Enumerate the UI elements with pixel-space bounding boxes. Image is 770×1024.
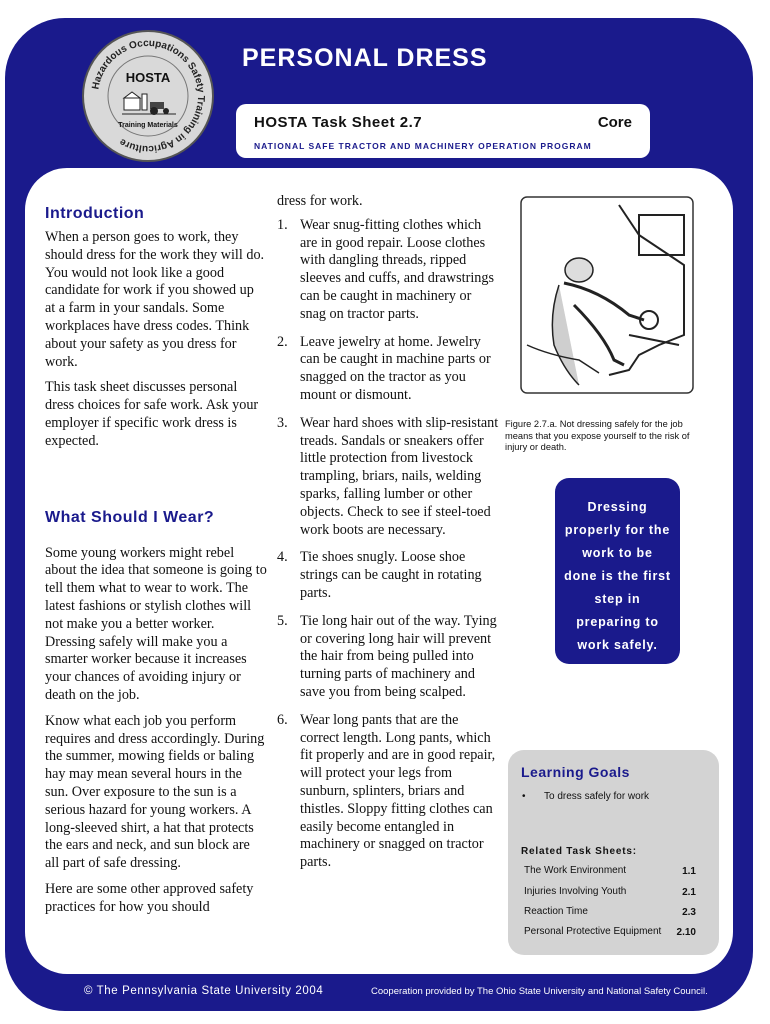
logo-name: HOSTA <box>125 70 171 85</box>
column-left <box>45 205 267 925</box>
related-task-row: Personal Protective Equipment 2.10 <box>524 926 696 938</box>
callout-line: Dressing <box>587 500 648 514</box>
list-item: 1. Wear snug-fitting clothes which are in good repair. Loose clothes with dangling threads, ripped sleeves and cuffs, and drawstrings can be caught in machinery or snag on tractor parts. <box>277 216 494 322</box>
related-task-row: Injuries Involving Youth 2.1 <box>524 886 696 898</box>
column-middle <box>277 193 499 878</box>
list-item: 2. Leave jewelry at home. Jewelry can be caught in machine parts or snagged on the tractor as you mount or dismount. <box>277 333 491 403</box>
callout-line: work to be <box>582 546 653 560</box>
list-item: 4. Tie shoes snugly. Loose shoe strings can be caught in rotating parts. <box>277 549 482 601</box>
related-task-row: The Work Environment 1.1 <box>524 865 696 877</box>
callout-box <box>555 478 680 664</box>
introduction-heading: Introduction <box>45 205 145 222</box>
goal-item: • To dress safely for work <box>522 791 650 802</box>
bullet-icon: • <box>522 791 526 802</box>
cooperation-text: Cooperation provided by The Ohio State University and National Safety Council. <box>371 986 708 997</box>
what-to-wear-heading: What Should I Wear? <box>45 508 215 526</box>
callout-line: work safely. <box>577 638 658 652</box>
list-item: 6. Wear long pants that are the correct length. Long pants, which fit properly and are in good repair, will protect your legs from sunburn, splinters, briars and thistles. Sloppy fitting clothes can easily become entangled in machinery or snagged on tractor parts. <box>277 711 496 871</box>
list-item: 5. Tie long hair out of the way. Tying or covering long hair will prevent the hair from being pulled into turning parts of machinery and save you from being scalped. <box>277 612 497 700</box>
copyright-text: © The Pennsylvania State University 2004 <box>84 985 324 997</box>
learning-goals-heading: Learning Goals <box>521 764 630 780</box>
callout-line: step in <box>594 592 641 606</box>
intro-paragraph-1: When a person goes to work, they should dress for the work they will do. You would not look like a good candidate for work if you showed up at a farm in your sandals. Some workplaces have dress codes. Think about your safety as you dress for work. <box>45 229 265 370</box>
page-title: PERSONAL DRESS <box>242 44 488 72</box>
program-name: NATIONAL SAFE TRACTOR AND MACHINERY OPERATION PROGRAM <box>254 141 592 151</box>
intro-paragraph-2: This task sheet discusses personal dress choices for safe work. Ask your employer if specific work dress is expected. <box>45 379 259 449</box>
logo-subtitle: Training Materials <box>118 122 178 129</box>
wear-paragraph-2: Know what each job you perform requires and dress accordingly. During the summer, mowing fields or baling hay may mean several hours in the sun. Over exposure to the sun is a serious hazard for young workers. A long-sleeved shirt, a hat that protects the ears and neck, and sun block are all part of safe dressing. <box>45 712 265 872</box>
wear-paragraph-3: Here are some other approved safety practices for how you should <box>45 880 254 915</box>
list-item: 3. Wear hard shoes with slip-resistant treads. Sandals or sneakers offer little protection from livestock trampling, briars, nails, welding sparks, falling lumber or other objects. Check to see if steel-toed work boots are necessary. <box>277 414 499 538</box>
logo-arc-text: Hazardous Occupations Safety Training in Agriculture <box>90 37 207 155</box>
continuation-text: dress for work. <box>277 193 363 209</box>
callout-line: preparing to <box>576 615 659 629</box>
farm-tractor-icon <box>122 90 176 116</box>
related-task-row: Reaction Time 2.3 <box>524 906 696 918</box>
callout-line: done is the first <box>564 569 671 583</box>
learning-goals-box <box>508 750 719 955</box>
worker-at-machine-illustration <box>519 195 695 395</box>
related-heading: Related Task Sheets: <box>521 846 637 857</box>
task-sheet-box <box>236 104 650 158</box>
figure-caption: Figure 2.7.a. Not dressing safely for the job means that you expose yourself to the risk of injury or death. <box>505 419 690 452</box>
task-sheet-label: HOSTA Task Sheet 2.7 <box>254 114 423 131</box>
wear-paragraph-1: Some young workers might rebel about the idea that someone is going to tell them what to wear to work. The latest fashions or stylish clothes will not make you a better worker. Dressing safely will make you a smarter worker because it increases your chances of avoiding injury or death on the job. <box>45 544 267 703</box>
core-label: Core <box>597 114 632 131</box>
dress-rules-list <box>277 217 499 872</box>
callout-line: properly for the <box>564 523 671 537</box>
hosta-logo <box>82 30 214 162</box>
